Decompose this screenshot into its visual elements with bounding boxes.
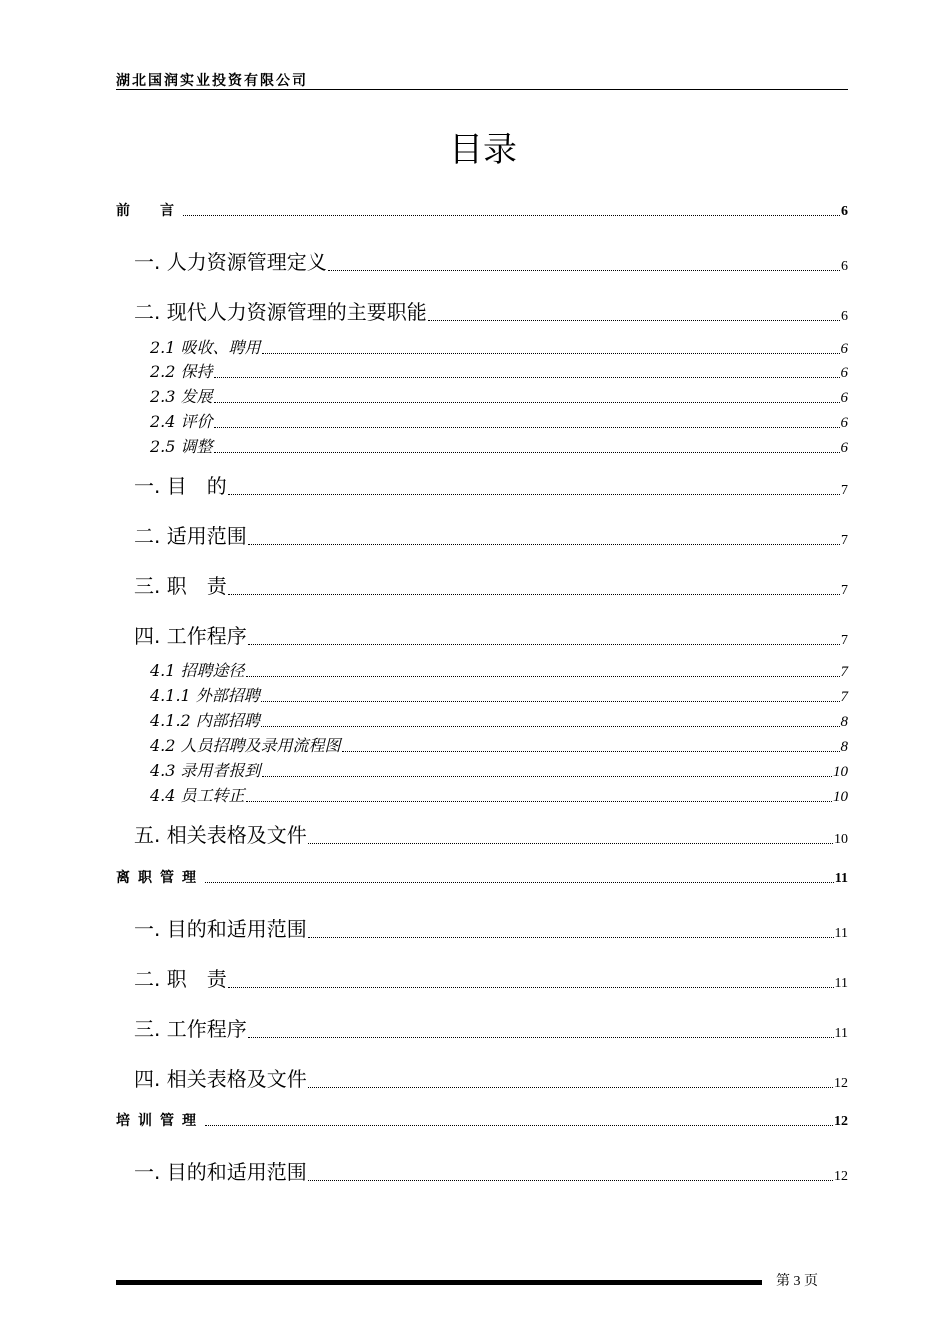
toc-leader [308,843,833,844]
toc-entry[interactable] [150,758,848,781]
toc-entry[interactable] [150,359,848,382]
toc-entry[interactable] [116,867,848,887]
toc-entry-page: 7 [841,533,848,548]
toc-leader [246,801,832,802]
toc-entry-page: 12 [834,1114,848,1129]
toc-entry-page: 6 [840,415,848,431]
toc-entry[interactable] [150,409,848,432]
toc-entry-page: 7 [841,583,848,598]
toc-entry-label: 2.3 发展 [150,387,213,406]
toc-entry[interactable] [134,246,848,275]
toc-entry-label: 二. 现代人力资源管理的主要职能 [134,300,427,324]
toc-entry[interactable] [134,913,848,942]
footer-divider [116,1280,762,1285]
toc-entry-label: 培训管理 [116,1113,204,1129]
toc-entry-page: 11 [834,871,848,886]
toc-entry[interactable] [134,620,848,649]
toc-entry-label: 三. 工作程序 [134,1017,247,1041]
toc-entry-page: 6 [841,259,848,274]
page-title: 目录 [449,130,517,170]
toc-entry[interactable] [116,200,848,220]
toc-leader [228,594,840,595]
toc-entry-page: 6 [840,365,848,381]
toc-entry[interactable] [134,570,848,599]
toc-entry-page: 11 [834,1026,848,1041]
toc-entry[interactable] [134,1063,848,1092]
toc-entry[interactable] [150,733,848,756]
toc-leader [308,1180,833,1181]
toc-leader [308,937,834,938]
toc-entry-label: 前 言 [116,203,182,219]
toc-leader [214,427,840,428]
page-number: 第 3 页 [776,1274,818,1289]
toc-leader [248,544,840,545]
toc-entry-page: 6 [841,204,848,219]
toc-leader [261,701,840,702]
toc-entry-label: 一. 人力资源管理定义 [134,250,327,274]
toc-entry[interactable] [134,470,848,499]
toc-leader [428,320,840,321]
toc-entry[interactable] [134,963,848,992]
toc-entry-label: 四. 相关表格及文件 [134,1067,307,1091]
toc-leader [228,987,834,988]
toc-entry-label: 4.1.1 外部招聘 [150,686,260,705]
toc-entry-page: 10 [833,764,848,780]
toc-leader [183,215,840,216]
toc-entry[interactable] [150,683,848,706]
toc-entry-label: 五. 相关表格及文件 [134,823,307,847]
toc-entry[interactable] [134,1156,848,1185]
toc-entry-label: 一. 目的和适用范围 [134,917,307,941]
toc-entry[interactable] [150,335,848,358]
header-company-name: 湖北国润实业投资有限公司 [116,73,308,89]
toc-entry-page: 6 [840,341,848,357]
toc-leader [214,377,840,378]
toc-entry[interactable] [134,819,848,848]
toc-entry-page: 8 [840,739,848,755]
toc-entry[interactable] [150,434,848,457]
toc-entry[interactable] [134,520,848,549]
toc-entry-label: 一. 目 的 [134,474,227,498]
toc-leader [262,353,840,354]
toc-entry-label: 三. 职 责 [134,574,227,598]
toc-leader [248,644,840,645]
header-divider [116,89,848,90]
toc-entry-page: 7 [840,689,848,705]
toc-entry-page: 11 [834,926,848,941]
toc-entry-page: 10 [834,832,848,847]
toc-entry[interactable] [116,1110,848,1130]
toc-entry-label: 4.3 录用者报到 [150,761,261,780]
toc-entry-page: 11 [834,976,848,991]
toc-leader [246,676,840,677]
toc-entry-label: 二. 适用范围 [134,524,247,548]
toc-entry-label: 2.2 保持 [150,362,213,381]
toc-entry-page: 10 [833,789,848,805]
toc-entry-page: 12 [834,1076,848,1091]
toc-leader [228,494,840,495]
toc-entry[interactable] [150,384,848,407]
toc-entry[interactable] [134,296,848,325]
toc-entry-page: 7 [841,633,848,648]
toc-entry-page: 7 [841,483,848,498]
toc-entry-label: 离职管理 [116,870,204,886]
toc-entry-page: 6 [840,440,848,456]
toc-leader [214,402,840,403]
toc-leader [214,452,840,453]
toc-entry[interactable] [150,658,848,681]
toc-leader [342,751,840,752]
toc-entry-page: 7 [840,664,848,680]
toc-entry-label: 2.5 调整 [150,437,213,456]
toc-leader [248,1037,834,1038]
toc-leader [205,882,834,883]
toc-entry-label: 二. 职 责 [134,967,227,991]
toc-entry-page: 6 [840,390,848,406]
toc-leader [261,726,840,727]
toc-entry-label: 一. 目的和适用范围 [134,1160,307,1184]
toc-entry-page: 6 [841,309,848,324]
toc-entry[interactable] [150,783,848,806]
toc-entry[interactable] [150,708,848,731]
toc-entry-label: 4.2 人员招聘及录用流程图 [150,736,341,755]
toc-entry[interactable] [134,1013,848,1042]
toc-entry-page: 12 [834,1169,848,1184]
toc-leader [262,776,832,777]
toc-leader [205,1125,833,1126]
toc-entry-label: 4.1.2 内部招聘 [150,711,260,730]
toc-entry-page: 8 [840,714,848,730]
toc-entry-label: 2.1 吸收、聘用 [150,338,261,357]
toc-entry-label: 4.1 招聘途径 [150,661,245,680]
toc-leader [308,1087,833,1088]
toc-entry-label: 4.4 员工转正 [150,786,245,805]
toc-entry-label: 四. 工作程序 [134,624,247,648]
toc-leader [328,270,840,271]
toc-entry-label: 2.4 评价 [150,412,213,431]
